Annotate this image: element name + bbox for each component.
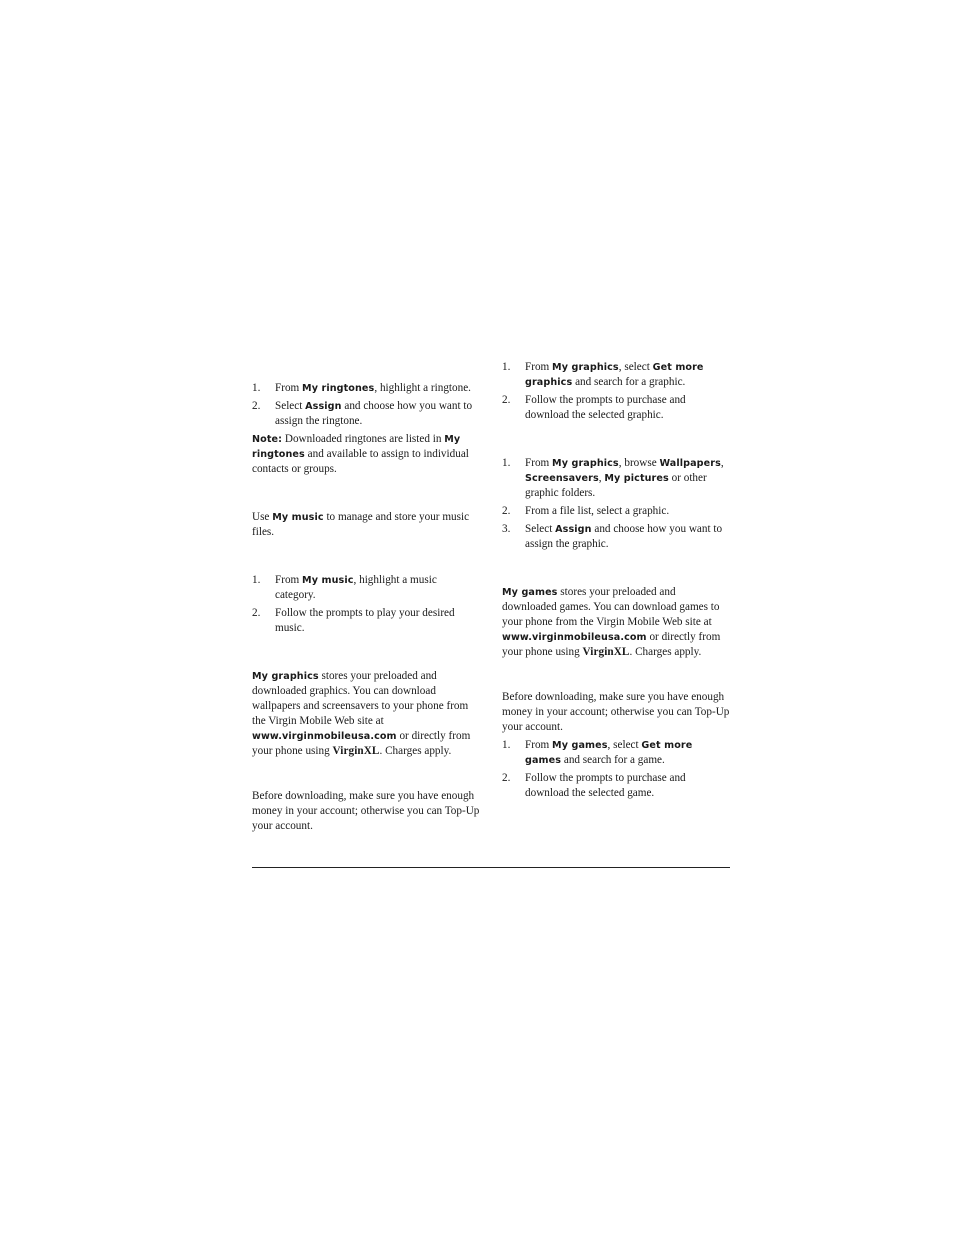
step-text: From [275, 382, 303, 394]
list-item [252, 399, 480, 429]
menu-term: My graphics [552, 458, 619, 469]
menu-term: Wallpapers [659, 458, 721, 469]
music-steps [252, 573, 480, 636]
list-item [252, 573, 480, 603]
step-text: Follow the prompts to play your desired music. [275, 607, 455, 634]
step-number: 2. [502, 394, 511, 406]
step-text: From [525, 361, 553, 373]
games-intro [502, 585, 730, 660]
footer-divider [252, 867, 730, 868]
list-item [502, 456, 730, 501]
menu-term: My graphics [252, 671, 319, 682]
left-column [252, 381, 480, 834]
website-url: www.virginmobileusa.com [252, 731, 397, 742]
step-text: and search for a graphic. [572, 376, 686, 388]
step-text: From [275, 574, 303, 586]
list-item [502, 771, 730, 801]
menu-term: Get more games [525, 740, 693, 766]
menu-term: Assign [305, 401, 342, 412]
step-text: From [525, 457, 553, 469]
menu-term: Get more graphics [525, 362, 704, 388]
paragraph-text: to manage and store your music files. [252, 511, 470, 538]
menu-term: My graphics [552, 362, 619, 373]
step-number: 3. [502, 523, 511, 535]
menu-term: Screensavers [525, 473, 599, 484]
step-text: Follow the prompts to purchase and download the selected graphic. [525, 394, 686, 421]
menu-term: Assign [555, 524, 592, 535]
step-text: and choose how you want to assign the graphic. [525, 523, 723, 550]
step-number: 2. [252, 400, 261, 412]
menu-term: My music [302, 575, 354, 586]
website-url: www.virginmobileusa.com [502, 632, 647, 643]
step-number: 1. [502, 361, 511, 373]
note-label: Note: [252, 434, 283, 445]
step-number: 2. [502, 505, 511, 517]
step-text: Follow the prompts to purchase and download the selected game. [525, 772, 686, 799]
step-text: , select [618, 361, 653, 373]
note-text: Downloaded ringtones are listed in [282, 433, 445, 445]
paragraph-text: . Charges apply. [629, 646, 702, 658]
step-text: and choose how you want to assign the ringtone. [275, 400, 473, 427]
paragraph-text: or directly from your phone using [502, 631, 721, 658]
step-number: 1. [252, 574, 261, 586]
step-number: 1. [502, 457, 511, 469]
step-number: 2. [252, 607, 261, 619]
step-text: or other graphic folders. [525, 472, 707, 499]
step-text: Select [275, 400, 306, 412]
step-number: 1. [252, 382, 261, 394]
menu-term: VirginXL [582, 646, 630, 658]
before-download-text: Before downloading, make sure you have enough money in your account; otherwise you can Top-Up your account. [502, 691, 730, 733]
list-item [252, 606, 480, 636]
list-item [502, 393, 730, 423]
right-column [502, 360, 730, 804]
graphics-assign-steps [502, 456, 730, 552]
list-item [252, 381, 480, 396]
note-text: and available to assign to individual contacts or groups. [252, 448, 469, 475]
paragraph-text: Use [252, 511, 273, 523]
menu-term: My ringtones [252, 434, 461, 460]
step-text: Select [525, 523, 556, 535]
menu-term: My pictures [604, 473, 669, 484]
list-item [502, 522, 730, 552]
list-item [502, 738, 730, 768]
menu-term: My games [552, 740, 608, 751]
list-item [502, 360, 730, 390]
step-number: 1. [502, 739, 511, 751]
step-text: , highlight a ringtone. [374, 382, 471, 394]
menu-term: My music [272, 512, 324, 523]
paragraph-text: stores your preloaded and downloaded graphics. You can download wallpapers and screensavers to your phone from the Virgin Mobile Web site at [252, 670, 469, 727]
step-text: , select [607, 739, 642, 751]
step-text: From a file list, select a graphic. [525, 505, 670, 517]
music-intro [252, 510, 480, 540]
paragraph-text: or directly from your phone using [252, 730, 471, 757]
step-text: , highlight a music category. [275, 574, 437, 601]
paragraph-text: stores your preloaded and downloaded games. You can download games to your phone from the Virgin Mobile Web site at [502, 586, 720, 628]
step-text: From [525, 739, 553, 751]
step-number: 2. [502, 772, 511, 784]
ringtones-steps [252, 381, 480, 429]
ringtones-note [252, 432, 480, 477]
step-text: , [720, 457, 724, 469]
list-item [502, 504, 730, 519]
before-download-text: Before downloading, make sure you have enough money in your account; otherwise you can Top-Up your account. [252, 790, 480, 832]
graphics-get-steps [502, 360, 730, 423]
menu-term: VirginXL [332, 745, 380, 757]
graphics-intro [252, 669, 480, 759]
step-text: , [598, 472, 605, 484]
paragraph-text: . Charges apply. [379, 745, 452, 757]
step-text: and search for a game. [561, 754, 665, 766]
games-steps [502, 738, 730, 801]
menu-term: My ringtones [302, 383, 375, 394]
menu-term: My games [502, 587, 558, 598]
step-text: , browse [618, 457, 660, 469]
